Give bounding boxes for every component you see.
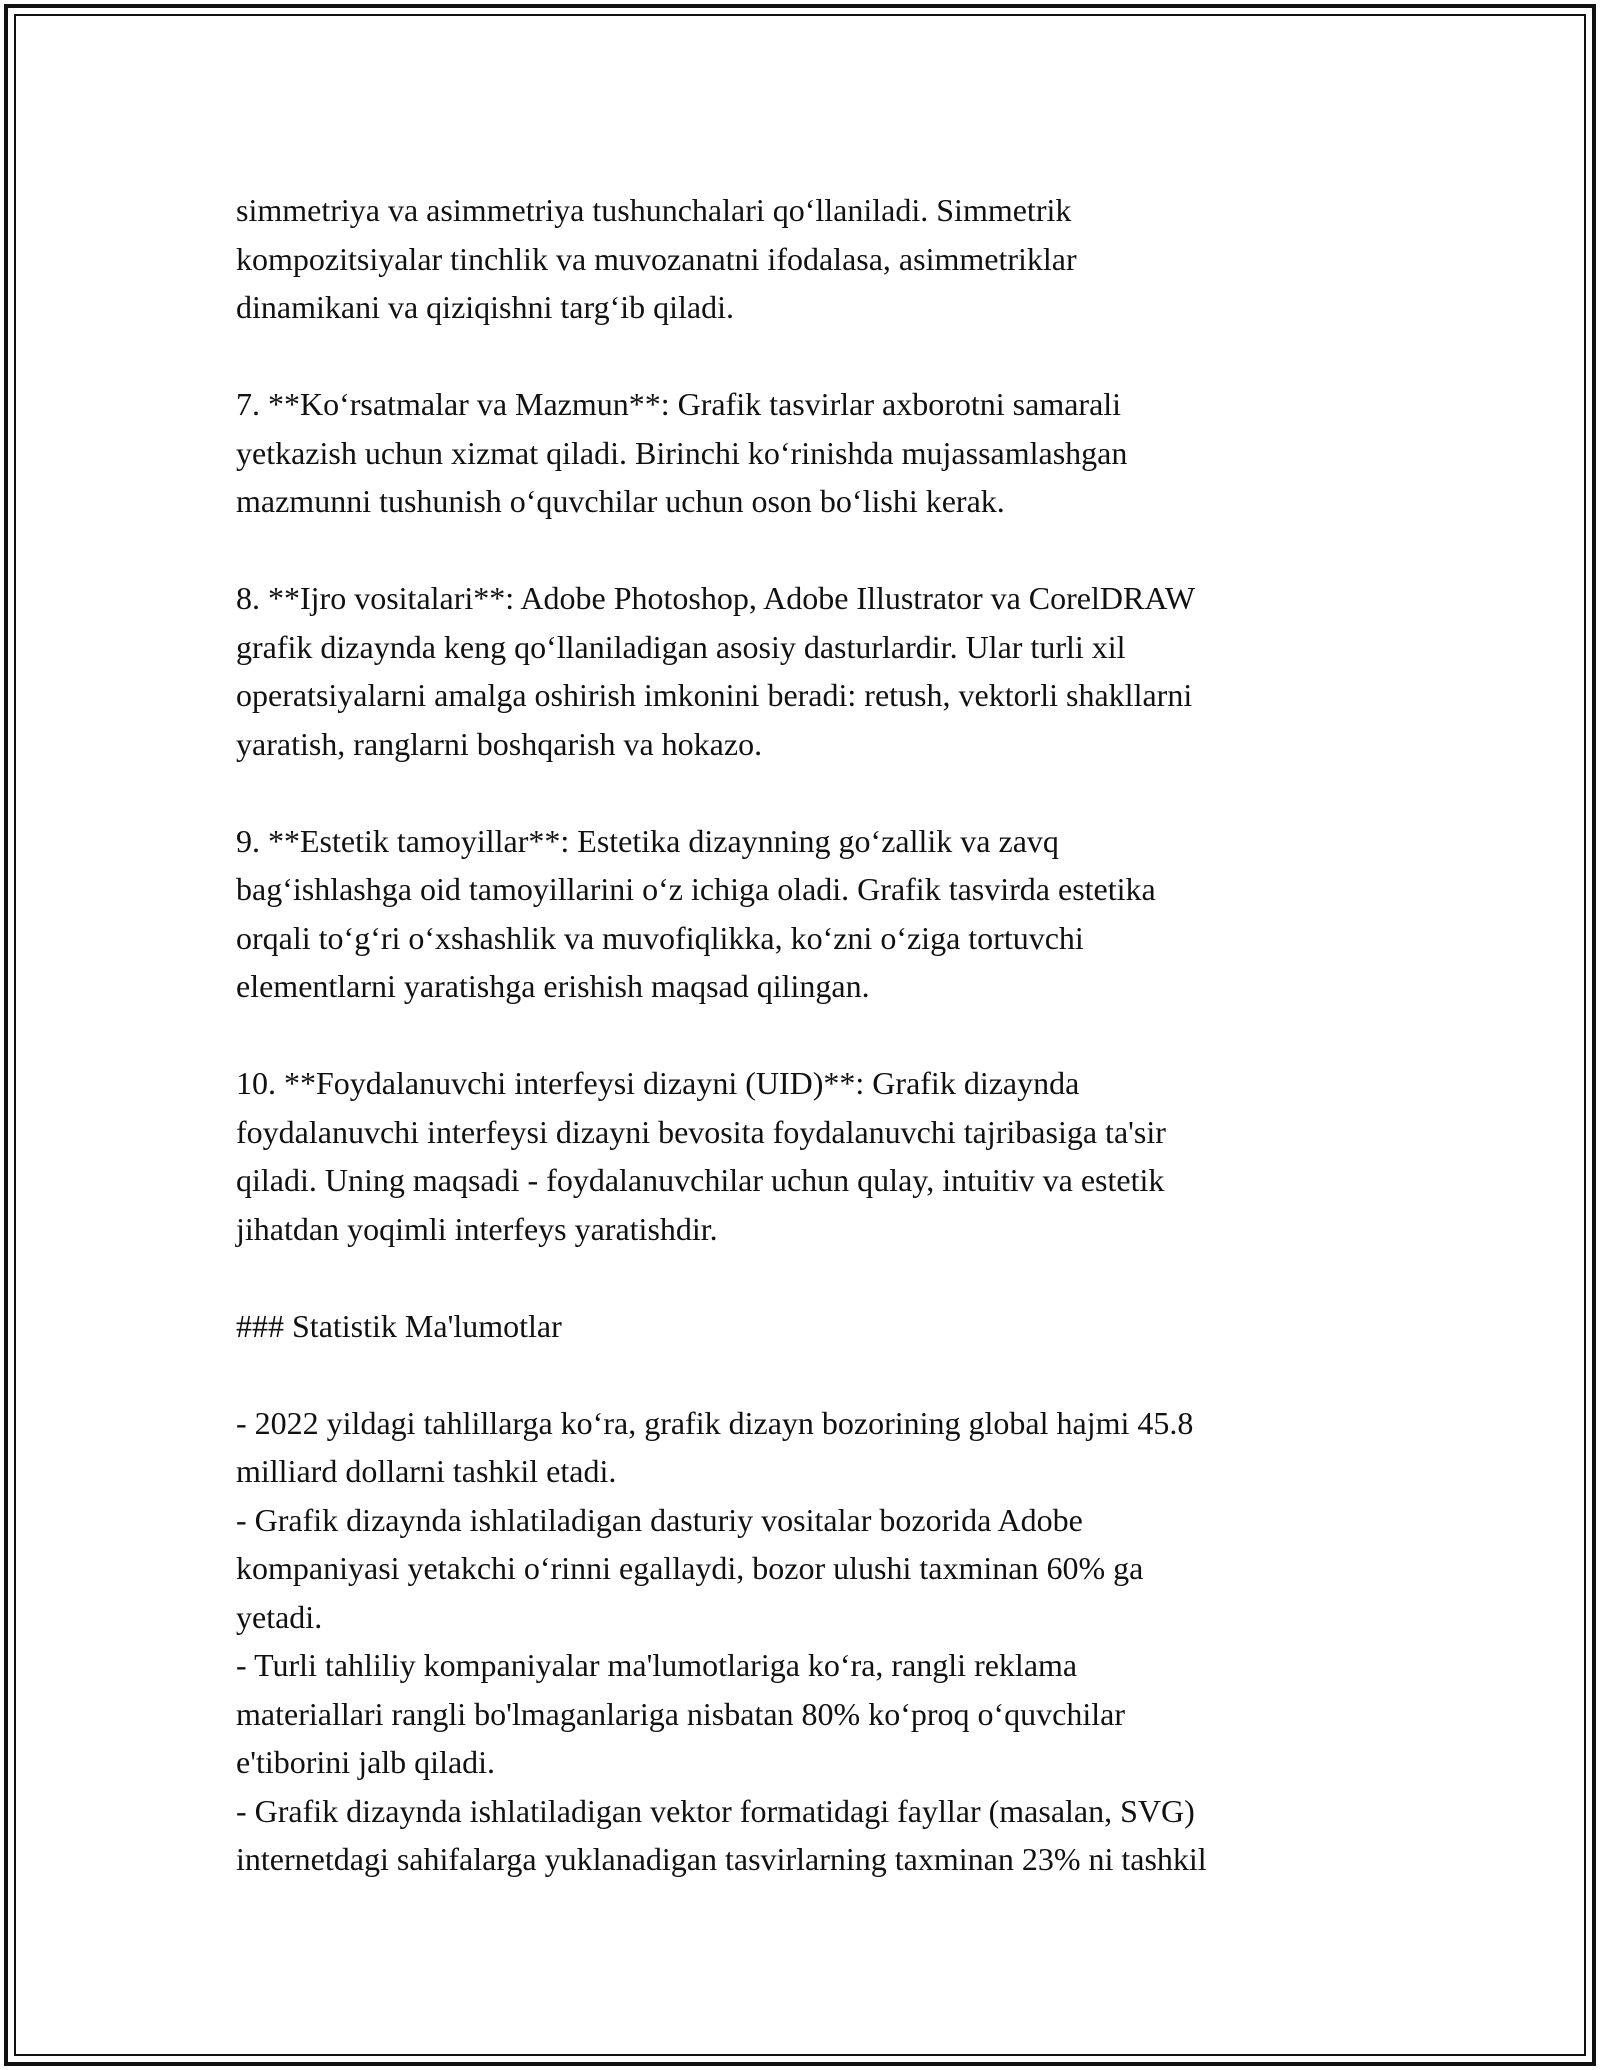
text-line: 10. **Foydalanuvchi interfeysi dizayni (UID)**: Grafik dizaynda — [236, 1065, 1080, 1101]
text-line: yaratish, ranglarni boshqarish va hokazo. — [236, 725, 763, 762]
text-line: elementlarni yaratishga erishish maqsad qilingan. — [236, 968, 870, 1004]
paragraph-item-10 — [236, 1059, 1366, 1253]
text-line: 9. **Estetik tamoyillar**: Estetika dizaynning go‘zallik va zavq — [236, 822, 1059, 859]
document-body — [236, 186, 1366, 1884]
section-heading-statistics — [236, 1302, 1366, 1351]
list-item-line: - Grafik dizaynda ishlatiladigan vektor formatidagi fayllar (masalan, SVG) — [236, 1792, 1195, 1829]
statistics-list — [236, 1399, 1366, 1884]
text-line: orqali to‘g‘ri o‘xshashlik va muvofiqlikka, ko‘zni o‘ziga tortuvchi — [236, 919, 1084, 956]
list-item-line: - Grafik dizaynda ishlatiladigan dasturiy vositalar bozorida Adobe — [236, 1501, 1083, 1538]
list-item-line: - 2022 yildagi tahlillarga ko‘ra, grafik dizayn bozorining global hajmi 45.8 — [236, 1404, 1194, 1441]
paragraph-item-9 — [236, 817, 1366, 1011]
paragraph-item-8 — [236, 574, 1366, 768]
list-item-line: e'tiborini jalb qiladi. — [236, 1744, 496, 1780]
text-line: operatsiyalarni amalga oshirish imkonini beradi: retush, vektorli shakllarni — [236, 677, 1193, 713]
text-line: mazmunni tushunish o‘quvchilar uchun oson bo‘lishi kerak. — [236, 483, 1005, 519]
text-line: simmetriya va asimmetriya tushunchalari qo‘llaniladi. Simmetrik — [236, 192, 1072, 228]
list-item-line: internetdagi sahifalarga yuklanadigan tasvirlarning taxminan 23% ni tashkil — [236, 1841, 1207, 1877]
list-item-line: - Turli tahliliy kompaniyalar ma'lumotlariga ko‘ra, rangli reklama — [236, 1647, 1078, 1683]
text-line: yetkazish uchun xizmat qiladi. Birinchi ko‘rinishda mujassamlashgan — [236, 434, 1128, 471]
paragraph-symmetry — [236, 186, 1366, 332]
text-line: bag‘ishlashga oid tamoyillarini o‘z ichiga oladi. Grafik tasvirda estetika — [236, 871, 1156, 907]
list-item-line: kompaniyasi yetakchi o‘rinni egallaydi, bozor ulushi taxminan 60% ga — [236, 1550, 1144, 1586]
heading-text: ### Statistik Ma'lumotlar — [236, 1307, 562, 1344]
paragraph-item-7 — [236, 380, 1366, 526]
text-line: qiladi. Uning maqsadi - foydalanuvchilar uchun qulay, intuitiv va estetik — [236, 1162, 1165, 1198]
text-line: foydalanuvchi interfeysi dizayni bevosita foydalanuvchi tajribasiga ta'sir — [236, 1113, 1166, 1150]
list-item-line: milliard dollarni tashkil etadi. — [236, 1453, 617, 1489]
text-line: kompozitsiyalar tinchlik va muvozanatni ifodalasa, asimmetriklar — [236, 240, 1077, 277]
text-line: 8. **Ijro vositalari**: Adobe Photoshop, Adobe Illustrator va CorelDRAW — [236, 580, 1196, 616]
text-line: grafik dizaynda keng qo‘llaniladigan asosiy dasturlardir. Ular turli xil — [236, 628, 1126, 665]
text-line: jihatdan yoqimli interfeys yaratishdir. — [236, 1210, 718, 1247]
text-line: dinamikani va qiziqishni targ‘ib qiladi. — [236, 289, 734, 325]
list-item-line: yetadi. — [236, 1598, 323, 1635]
text-line: 7. **Ko‘rsatmalar va Mazmun**: Grafik tasvirlar axborotni samarali — [236, 386, 1122, 422]
list-item-line: materiallari rangli bo'lmaganlariga nisbatan 80% ko‘proq o‘quvchilar — [236, 1695, 1126, 1732]
